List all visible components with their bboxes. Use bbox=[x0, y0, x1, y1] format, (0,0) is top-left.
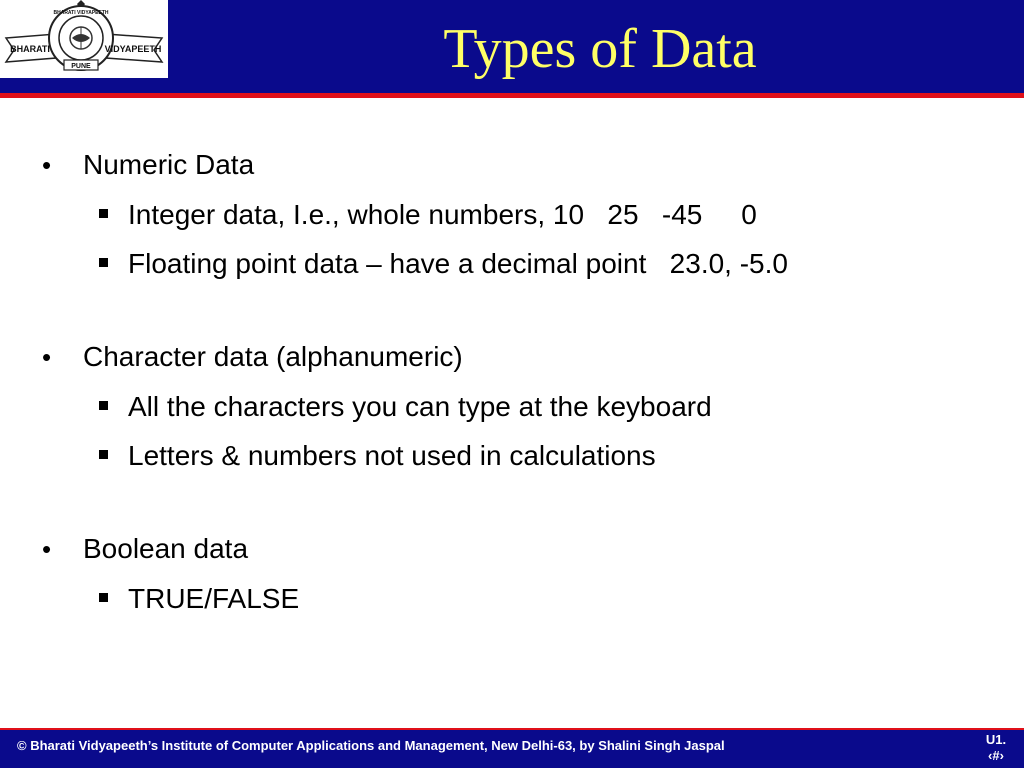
slide-content bbox=[0, 140, 1024, 667]
section-character bbox=[0, 332, 1024, 480]
sub-bullet-text: Letters & numbers not used in calculations bbox=[128, 440, 656, 471]
sub-bullet-item bbox=[0, 239, 1024, 288]
section-numeric bbox=[0, 140, 1024, 288]
sub-bullet-item bbox=[0, 431, 1024, 480]
bullet-dot-icon: • bbox=[42, 342, 52, 372]
institution-logo bbox=[0, 0, 168, 78]
sub-bullet-text: Floating point data – have a decimal point 23.0, -5.0 bbox=[128, 248, 788, 279]
sub-bullet-text: TRUE/FALSE bbox=[128, 583, 300, 614]
svg-text:VIDYAPEETH: VIDYAPEETH bbox=[104, 44, 162, 54]
square-bullet-icon bbox=[99, 401, 108, 410]
sub-bullet-item bbox=[0, 382, 1024, 431]
slide-title: Types of Data bbox=[443, 18, 757, 80]
slide-number-placeholder: ‹#› bbox=[988, 748, 1004, 763]
bullet-text: Character data (alphanumeric) bbox=[83, 341, 463, 372]
svg-text:PUNE: PUNE bbox=[71, 63, 91, 70]
slide-number-unit: U1. bbox=[985, 732, 1007, 747]
sub-bullet-text: Integer data, I.e., whole numbers, 10 25 -45 0 bbox=[128, 199, 757, 230]
square-bullet-icon bbox=[99, 450, 108, 459]
footer-bar bbox=[0, 728, 1024, 768]
svg-text:BHARATI VIDYAPEETH: BHARATI VIDYAPEETH bbox=[53, 10, 109, 16]
bullet-item bbox=[0, 140, 1024, 190]
bullet-dot-icon: • bbox=[42, 150, 52, 180]
footer-copyright: © Bharati Vidyapeeth’s Institute of Computer Applications and Management, New Delhi-63, by Shalini Singh Jaspal bbox=[17, 738, 725, 753]
bullet-text: Numeric Data bbox=[83, 149, 255, 180]
bullet-item bbox=[0, 332, 1024, 382]
bullet-text: Boolean data bbox=[83, 533, 249, 564]
square-bullet-icon bbox=[99, 209, 108, 218]
bullet-dot-icon: • bbox=[42, 534, 52, 564]
sub-bullet-item bbox=[0, 190, 1024, 239]
square-bullet-icon bbox=[99, 258, 108, 267]
bullet-item bbox=[0, 524, 1024, 574]
sub-bullet-text: All the characters you can type at the keyboard bbox=[128, 391, 712, 422]
bharati-vidyapeeth-emblem-icon bbox=[0, 0, 168, 78]
sub-bullet-item bbox=[0, 574, 1024, 623]
square-bullet-icon bbox=[99, 593, 108, 602]
section-boolean bbox=[0, 524, 1024, 623]
svg-text:BHARATI: BHARATI bbox=[10, 44, 50, 54]
slide-number bbox=[976, 732, 1016, 764]
header-divider bbox=[0, 93, 1024, 98]
